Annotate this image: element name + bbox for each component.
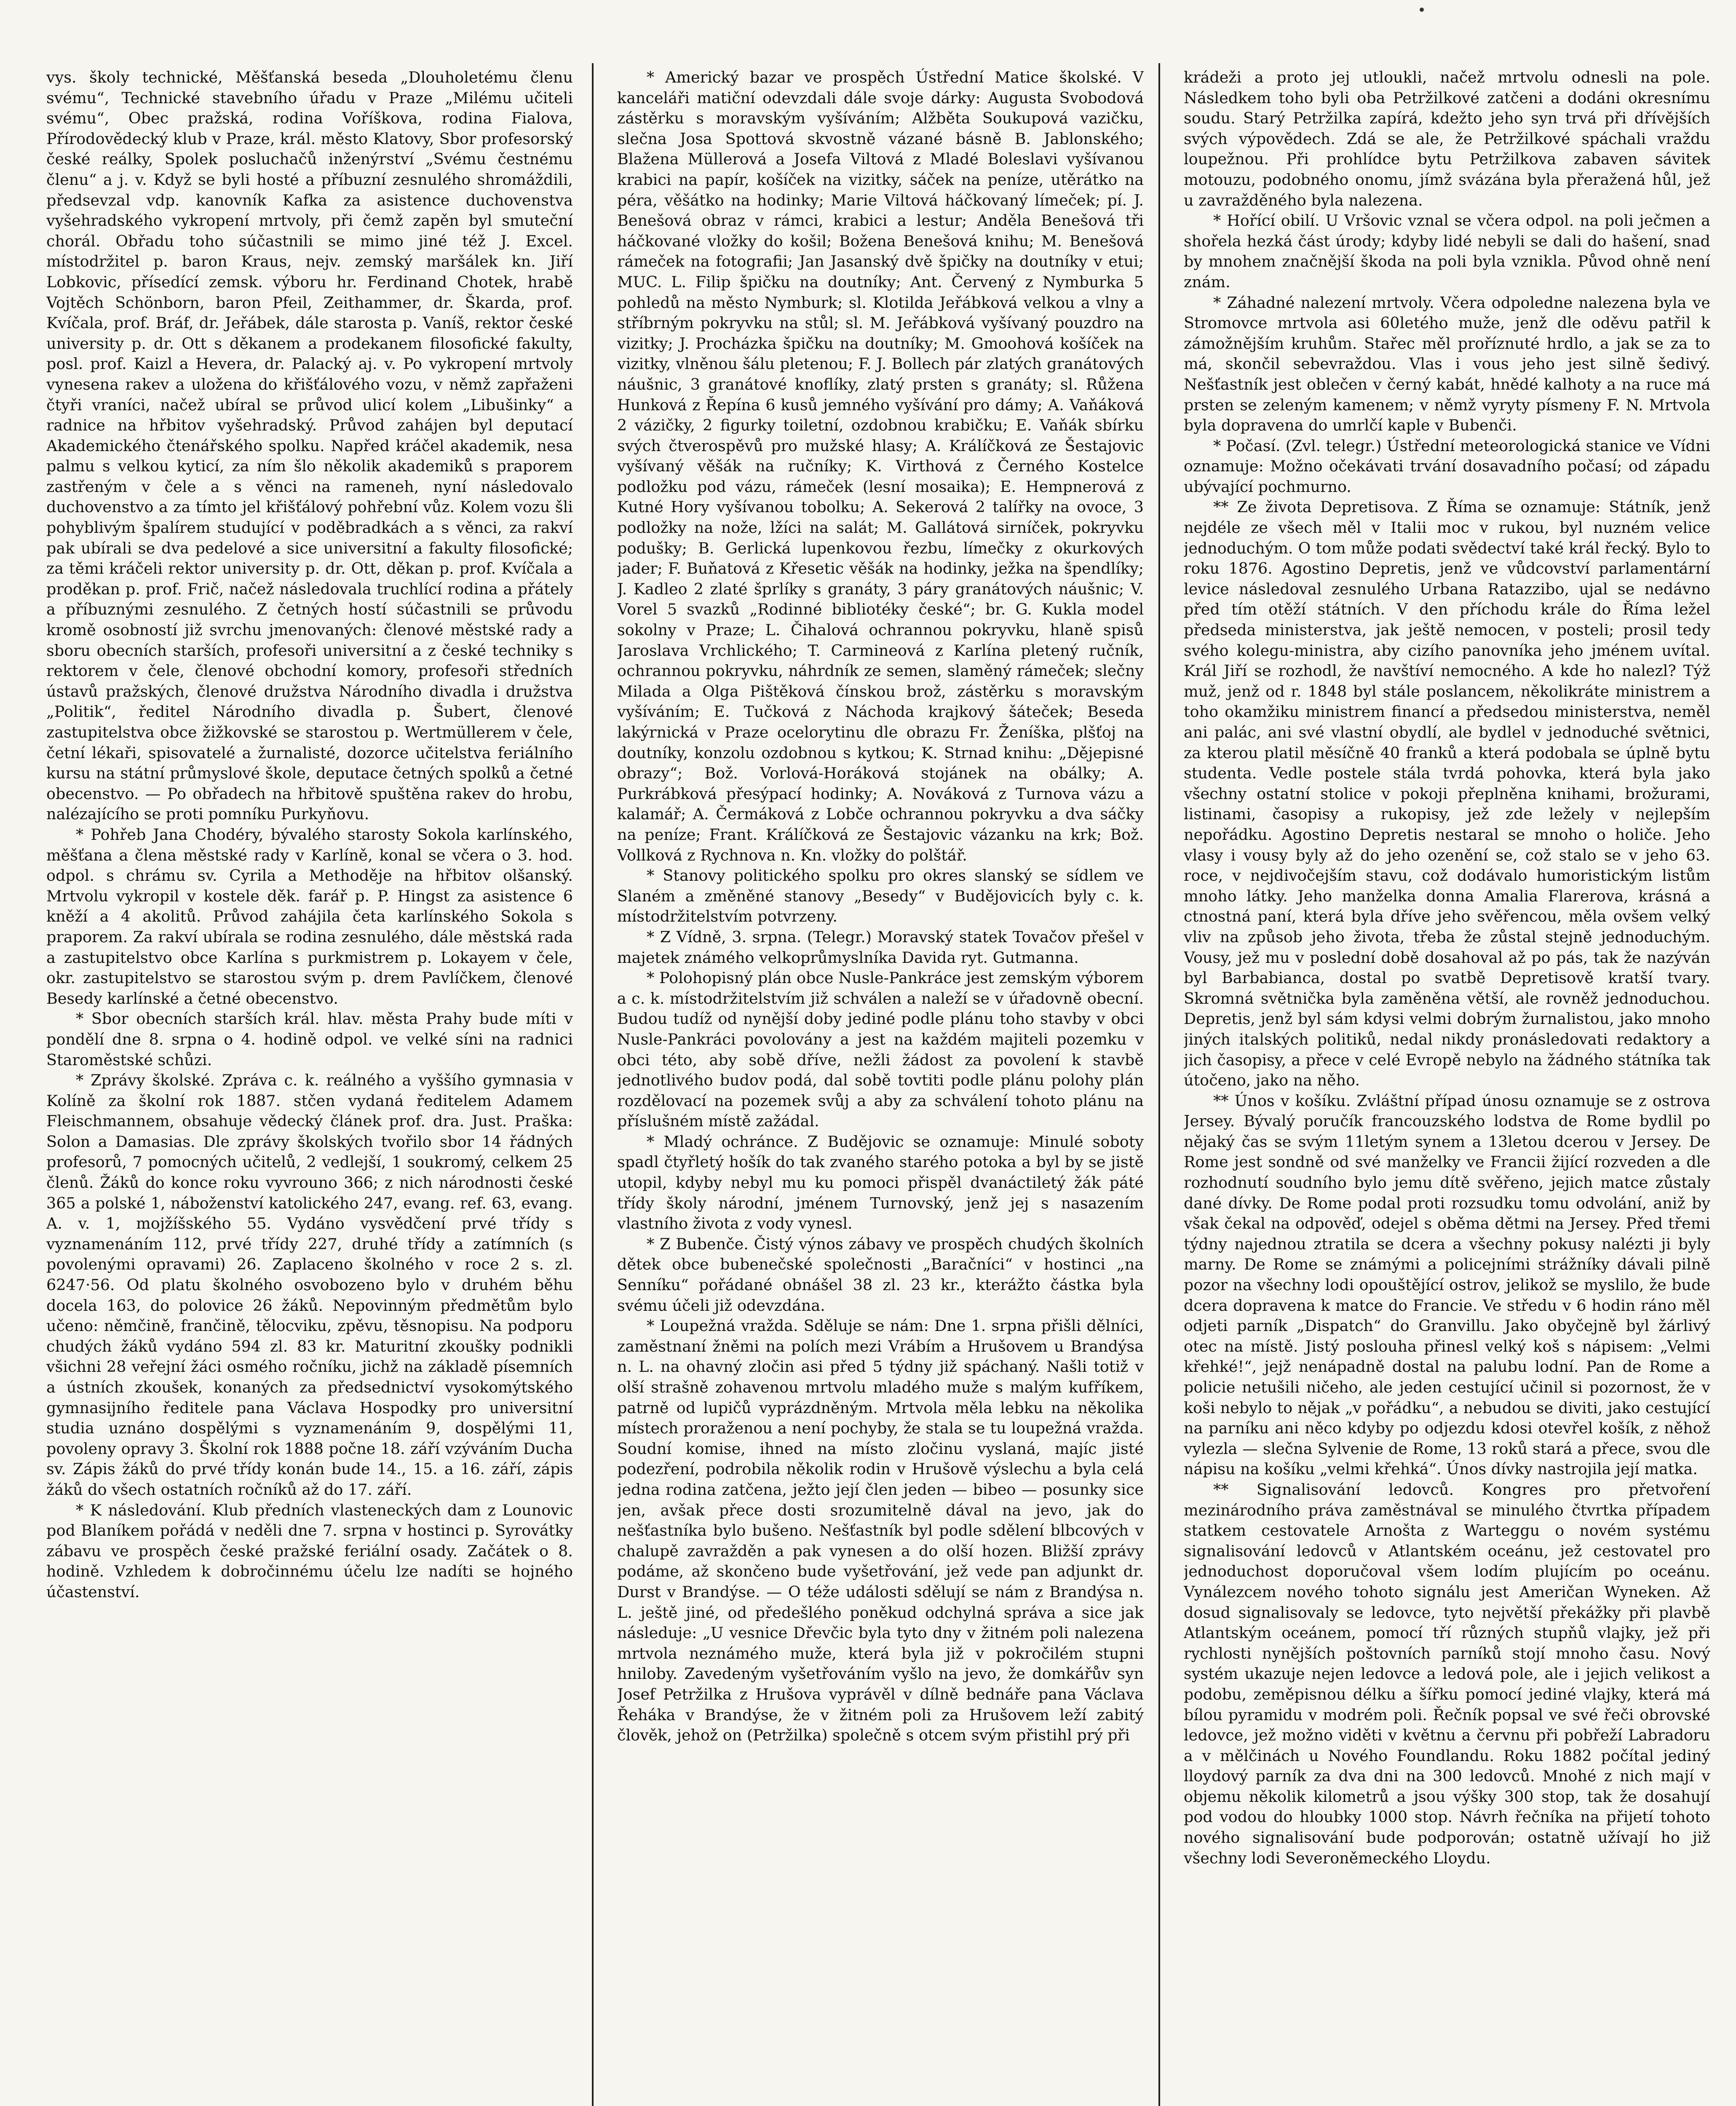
article-paragraph: * Stanovy politického spolku pro okres slanský se sídlem ve Slaném a změněné stanovy „Besedy“ v Budějovicích byly c. k. místodržitelstvím potvrzeny.	[617, 866, 1144, 926]
article-paragraph: krádeži a proto jej utloukli, načež mrtvolu odnesli na pole. Následkem toho byli oba Petržilkové zatčeni a dodáni okresnímu soudu. Starý Petržilka zapírá, kdežto jeho syn trvá při dřívějších svých výpovědech. Zdá se ale, že Petržilkové spáchali vraždu loupežnou. Při prohlídce bytu Petržilkova zabaven sávitek motouzu, podobného onomu, jímž svázána byla přeražená hůl, jež u zavražděného byla nalezena.	[1184, 68, 1710, 209]
article-paragraph: * Polohopisný plán obce Nusle-Pankráce jest zemským výborem a c. k. místodržitelstvím již schválen a naleží se v úřadovně obecní. Budou tudíž od nynější doby jediné podle plánu toho stavby v obci Nusle-Pankráci povolovány a jest na každém majiteli pozemku v obci této, aby sobě dříve, nežli žádost za povolení k stavbě jednotlivého budov podá, dal sobě tovtiti podle plánu polohy plán rozdělovací na pozemek svůj a aby za schválení tohoto plánu na příslušném místě zažádal.	[617, 969, 1144, 1131]
article-paragraph: * K následování. Klub předních vlasteneckých dam z Lounovic pod Blaníkem pořádá v neděli dne 7. srpna v hostinci p. Syrovátky zábavu ve prospěch české pražské feriální osady. Začátek o 8. hodině. Vzhledem k dobročinnému účelu lze nadíti se hojného účastenství.	[46, 1501, 573, 1601]
article-paragraph: * Loupežná vražda. Sděluje se nám: Dne 1. srpna přišli dělníci, zaměstnaní žněmi na polích mezi Vrábím a Hrušovem u Brandýsa n. L. na ohavný zločin asi před 5 týdny již spáchaný. Našli totiž v olší strašně zohavenou mrtvolu mladého muže s malým kufříkem, patrně od lupičů vyprázdněným. Mrtvola měla lebku na několika místech proraženou a není pochyby, že stala se tu loupežná vražda. Soudní komise, ihned na místo zločinu vyslaná, majíc jisté podezření, podrobila několik rodin v Hrušově výslechu a byla celá jedna rodina zatčena, ježto její člen jeden — bibeo — posunky sice jen, avšak přece dosti srozumitelně dával na jevo, jak do nešťastníka bylo bušeno. Nešťastník byl podle sdělení blbcových v chalupě zavražděn a pak vynesen a do olší hozen. Bližší zprávy podáme, až skončeno bude vyšetřování, jež vede pan adjunkt dr. Durst v Brandýse. — O téže události sdělují se nám z Brandýsa n. L. ještě jiné, od předešlého poněkud odchylná správa a sice jak následuje: „U vesnice Dřevčic byla tyto dny v žitném poli nalezena mrtvola neznámého muže, která byla již v pokročilém stupni hniloby. Zavedeným vyšetřováním vyšlo na jevo, že domkářův syn Josef Petržilka z Hrušova vyprávěl v dílně bednáře pana Václava Řeháka v Brandýse, že v žitném poli za Hrušovem leží zabitý člověk, jehož on (Petržilka) společně s otcem svým přistihl prý při	[617, 1317, 1144, 1745]
article-paragraph: ** Ze života Depretisova. Z Říma se oznamuje: Státník, jenž nejdéle ze všech měl v Italii moc v rukou, byl nuzném velice jednoduchým. O tom může podati svědectví také král řecký. Bylo to roku 1876. Agostino Depretis, jenž ve vůdcovství parlamentární levice následoval zesnulého Urbana Ratazzibo, ujal se nedávno před tím otěží státních. V den příchodu krále do Říma ležel předseda ministerstva, jak ještě nemocen, v posteli; prosil tedy svého kolegu-ministra, aby cizího panovníka jeho jménem uvítal. Král Jiří se rozhodl, že navštíví nemocného. A kde ho nalezl? Týž muž, jenž od r. 1848 byl stále poslancem, několikráte ministrem a toho okamžiku ministrem financí a předsedou ministerstva, neměl ani palác, ani své vlastní obydlí, ale bydlel v jednoduché světnici, za kterou platil měsíčně 40 franků a která podobala se úplně bytu studenta. Vedle postele stála tvrdá pohovka, která byla jako všechny ostatní stolice v pokoji přeplněna knihami, brožurami, listinami, časopisy a rukopisy, jež zde ležely v nejlepším nepořádku. Agostino Depretis nestaral se mnoho o holiče. Jeho vlasy i vousy byly až do jeho ozenění se, což stalo se v jeho 63. roce, v nejdivočejším stavu, což dodávalo humoristickým listům mnoho látky. Jeho manželka donna Amalia Flarerova, krásná a ctnostná paní, která byla dříve jeho svěřencou, měla ovšem velký vliv na způsob jeho života, třeba že zůstal stejně jednoduchým. Vousy, jež mu v poslední době dosahoval až po pás, tak že nazýván byl Barbabianca, dostal po svatbě Depretisově kratší tvary. Skromná světnička byla zaměněna větší, ale rovněž jednoduchou. Depretis, jenž byl sám kdysi velmi dobrým žurnalistou, jako mnoho jiných italských politiků, nedal nikdy pronásledovati redaktory a jich časopisy, a přece v celé Evropě nebylo na žádného státníka tak útočeno, jako na něho.	[1184, 498, 1710, 1090]
article-paragraph: * Z Vídně, 3. srpna. (Telegr.) Moravský statek Tovačov přešel v majetek známého velkoprůmyslníka Davida ryt. Gutmanna.	[617, 927, 1144, 967]
text-column-2	[617, 67, 1144, 2106]
article-paragraph: * Mladý ochránce. Z Budějovic se oznamuje: Minulé soboty spadl čtyřletý hošík do tak zvaného starého potoka a byl by se jistě utopil, kdyby nebyl mu ku pomoci přispěl dvanáctiletý žák páté třídy školy národní, jménem Turnovský, jenž jej s nasazením vlastního života z vody vynesl.	[617, 1132, 1144, 1233]
article-paragraph: * Zprávy školské. Zpráva c. k. reálného a vyššího gymnasia v Kolíně za školní rok 1887. stčen vydaná ředitelem Adamem Fleischmannem, obsahuje vědecký článek prof. dra. Just. Praška: Solon a Damasias. Dle zprávy školských tvořilo sbor 14 řádných profesorů, 7 pomocných učitelů, 2 vedlejší, 1 soukromý, celkem 25 členů. Žáků do konce roku vyvrouno 366; z nich národnosti české 365 a polské 1, náboženství katolického 247, evang. ref. 63, evang. A. v. 1, mojžíšského 55. Vydáno vysvědčení prvé třídy s vyznamenáním 112, prvé třídy 227, druhé třídy a zatímních (s povolenými opravami) 26. Zaplaceno školného v roce 2 s. zl. 6247·56. Od platu školného osvobozeno bylo v druhém běhu docela 163, do polovice 26 žáků. Nepovinným předmětům bylo učeno: němčině, frančině, tělocviku, zpěvu, těsnopisu. Na podporu chudých žáků vydáno 594 zl. 83 kr. Maturitní zkoušky podnikli všichni 28 veřejní žáci osmého ročníku, jichž na základě písemních a ústních zkoušek, konaných za předsednictví vysokomýtského gymnasijního ředitele pana Václava Hospodky pro universitní studia uznáno dospělými s vyznamenáním 9, dospělými 11, povoleny opravy 3. Školní rok 1888 počne 18. září vzýváním Ducha sv. Zápis žáků do prvé třídy konán bude 14., 15. a 16. září, zápis žáků do všech ostatních ročníků až do 17. září.	[46, 1071, 573, 1499]
article-paragraph: * Hořící obilí. U Vršovic vznal se včera odpol. na poli ječmen a shořela hezká část úrody; kdyby lidé nebyli se dali do hašení, snad by mnohem značnější škoda na poli byla vznikla. Původ ohně není znám.	[1184, 211, 1710, 291]
article-paragraph: ** Únos v košíku. Zvláštní případ únosu oznamuje se z ostrova Jersey. Bývalý poručík francouzského lodstva de Rome bydlil po nějaký čas se svým 11letým synem a 13letou dcerou v Jersey. De Rome jest sondně od své manželky ve Francii žijící rozveden a dle rozhodnutí soudního bylo jemu dítě svěřeno, jejich matce zůstaly dané dívky. De Rome podal proti rozsudku tomu odvolání, aniž by však čekal na odpověď, odejel s oběma dětmi na Jersey. Před třemi týdny najednou ztratila se dcera a všechny pokusy nalézti ji byly marny. De Rome se známými a policejními strážníky dávali pilně pozor na všechny lodi opouštějící ostrov, jelikož se myslilo, že bude dcera dopravena k matce do Francie. Ve středu v 6 hodin ráno měl odjeti parník „Dispatch“ do Granvillu. Jako obyčejně byl žárlivý otec na místě. Jistý poslouha přinesl velký koš s nápisem: „Velmi křehké!“, jejž nenápadně dostal na palubu lodní. Pan de Rome a policie netušili ničeho, ale jeden cestující učinil si pozornost, že v koši nebylo to nějak „v pořádku“, a nebudou se diviti, jako cestující na parníku ani něco kdyby po odjezdu kdosi otevřel košík, z něhož vylezla — slečna Sylvenie de Rome, 13 roků stará a přece, svou dle nápisu na košíku „velmi křehká“. Únos dívky nastrojila její matka.	[1184, 1091, 1710, 1478]
article-paragraph: * Počasí. (Zvl. telegr.) Ústřední meteorologická stanice ve Vídni oznamuje: Možno očekávati trvání dosavadního počasí; od západu ubývající pochmurno.	[1184, 436, 1710, 496]
article-paragraph: * Americký bazar ve prospěch Ústřední Matice školské. V kanceláři matiční odevzdali dále svoje dárky: Augusta Svobodová zástěrku s moravským vyšíváním; Alžběta Soukupová vazičku, slečna Josa Spottová skvostně vázané básně B. Jablonského; Blažena Müllerová a Josefa Viltová z Mladé Boleslavi vyšívanou krabici na papír, košíček na vizitky, sáček na peníze, utěrátko na péra, věšátko na hodinky; Marie Viltová háčkovaný límeček; pí. J. Benešová obraz v rámci, krabici a lestur; Anděla Benešová tři háčkované vložky do košil; Božena Benešová knihu; M. Benešová rámeček na fotografii; Jan Jasanský dvě špičky na doutníky v etui; MUC. L. Filip špičku na doutníky; Ant. Červený z Nymburka 5 pohledů na město Nymburk; sl. Klotilda Jeřábková velkou a vlny a stříbrným pokryvku na stůl; sl. M. Jeřábková vyšívaný pouzdro na vizitky; J. Procházka špičku na doutníky; M. Gmoohová košíček na vizitky, vlněnou šálu pletenou; F. J. Bollech pár zlatých granátových náušnic, 3 granátové knoflíky, zlatý prsten s granáty; sl. Růžena Hunková z Řepína 6 kusů jemného vyšívání pro dámy; A. Vaňáková 2 vázičky, 2 figurky toiletní, ozdobnou krabičku; E. Vaňák sbírku svých čtverospěvů pro mužské hlasy; A. Králíčková ze Šestajovic vyšívaný věšák na ručníky; K. Virthová z Černého Kostelce podložku pod vázu, rámeček (lesní mosaika); E. Hempnerová z Kutné Hory vyšívanou tobolku; A. Sekerová 2 talířky na ovoce, 3 podložky na nože, lžíci na salát; M. Gallátová sirníček, pokryvku podušky; B. Gerlická lupenkovou řezbu, límečky z okurkových jader; F. Buňatová z Křesetic věšák na hodinky, ježka na špendlíky; J. Kadleo 2 zlaté šprlíky s granáty, 3 páry granátových náušnic; V. Vorel 5 svazků „Rodinné bibliotéky české“; br. G. Kukla model sokolny v Praze; L. Čihalová ochrannou pokryvku, hlaně spisů Jaroslava Vrchlického; T. Carmineová z Karlína pletený ručník, ochrannou pokryvku, náhrdník ze semen, slaměný rámeček; slečny Milada a Olga Pištěková čínskou brož, zástěrku s moravským vyšíváním; E. Tučková z Náchoda krajkový šáteček; Beseda lakýrnická v Praze ocelorytinu dle obrazu Fr. Ženíška, plšťoj na doutníky, konzolu ozdobnou s kytkou; K. Strnad knihu: „Dějepisné obrazy“; Bož. Vorlová-Horáková stojánek na obálky; A. Purkrábková přesýpací hodinky; A. Nováková z Turnova vázu a kalamář; A. Čermáková z Lobče ochrannou pokryvku a dva sáčky na peníze; Frant. Králíčková ze Šestajovic vázanku na krk; Bož. Vollková z Rychnova n. Kn. vložky do polštář.	[617, 68, 1144, 864]
article-paragraph: * Záhadné nalezení mrtvoly. Včera odpoledne nalezena byla ve Stromovce mrtvola asi 60letého muže, jenž dle oděvu patřil k zámožnějším kruhům. Stařec měl proříznuté hrdlo, a jak se za to má, skončil sebevraždou. Vlas i vous jeho jest silně šedivý. Nešťastník jest oblečen v černý kabát, hnědé kalhoty a na ruce má prsten se zeleným kamenem; v němž vyryty písmeny F. N. Mrtvola byla dopravena do umrlčí kaple v Bubenči.	[1184, 293, 1710, 435]
article-paragraph: * Pohřeb Jana Chodéry, bývalého starosty Sokola karlínského, měšťana a člena městské rady v Karlíně, konal se včera o 3. hod. odpol. s chrámu sv. Cyrila a Methoděje na hřbitov olšanský. Mrtvolu vykropil v kostele děk. farář p. P. Hingst za asistence 6 kněží a 4 akolitů. Průvod zahájila četa karlínského Sokola s praporem. Za rakví ubírala se rodina zesnulého, dále městská rada a zastupitelstvo obce Karlína s purkmistrem p. Lokayem v čele, okr. zastupitelstvo se starostou svým p. drem Pavlíčkem, členové Besedy karlínské a četné obecenstvo.	[46, 825, 573, 1008]
text-column-1	[46, 67, 573, 2106]
column-divider	[592, 63, 594, 2106]
article-paragraph: ** Signalisování ledovců. Kongres pro přetvoření mezinárodního práva zaměstnával se minulého čtvrtka případem statkem cestovatele Arnošta z Warteggu o novém systému signalisování ledovců v Atlantském oceánu, jež cestovatel pro jednoduchost doporučoval všem lodím plujícím po oceánu. Vynálezcem nového tohoto signálu jest Američan Wyneken. Až dosud signalisovaly se ledovce, tyto největší překážky při plavbě Atlantským oceánem, pomocí tří různých stupňů vlajky, jež při rychlosti nynějších poštovních parníků stojí mnoho času. Nový systém ukazuje nejen ledovce a ledová pole, ale i jejich velikost a podobu, zeměpisnou délku a šířku pomocí jediné vlajky, která má bílou pyramidu v modrém poli. Řečník popsal ve své řeči obrovské ledovce, jež možno viděti v květnu a červnu při pobřeží Labradoru a v mělčinách u Nového Foundlandu. Roku 1882 počítal jediný lloydový parník za dva dni na 300 ledovců. Mnohé z nich mají v objemu několik kilometrů a jsou výšky 300 stop, tak že dosahují pod vodou do hloubky 1000 stop. Návrh řečníka na přijetí tohoto nového signalisování bude podporován; ostatně užívají ho již všechny lodi Severoněmeckého Lloydu.	[1184, 1480, 1710, 1867]
page-mark	[1420, 8, 1424, 12]
article-paragraph: * Z Bubenče. Čistý výnos zábavy ve prospěch chudých školních dětek obce bubenečské společnosti „Baračníci“ v hostinci „na Senníku“ pořádané obnášel 38 zl. 23 kr., kterážto částka byla svému účeli již odevzdána.	[617, 1235, 1144, 1315]
article-paragraph: vys. školy technické, Měšťanská beseda „Dlouholetému členu svému“, Technické stavebního úřadu v Praze „Milému učiteli svému“, Obec pražská, rodina Voříškova, rodina Fialova, Přírodovědecký klub v Praze, král. město Klatovy, Sbor profesorský české reálky, Spolek posluchačů inženýrství „Svému čestnému členu“ a j. v. Když se byli hosté a příbuzní zesnulého shromáždili, předsevzal vdp. kanovník Kafka za asistence duchovenstva vyšehradského vykropení mrtvoly, při čemž zapěn byl smuteční chorál. Obřadu toho súčastnili se mimo jiné též J. Excel. místodržitel p. baron Kraus, nejv. zemský maršálek kn. Jiří Lobkovic, přísedící zemsk. výboru hr. Ferdinand Chotek, hrabě Vojtěch Schönborn, baron Pfeil, Zeithammer, dr. Škarda, prof. Kvíčala, prof. Bráf, dr. Jeřábek, dále starosta p. Vaníš, rektor české university p. dr. Ott s děkanem a prodekanem filosofické fakulty, posl. prof. Kaizl a Hevera, dr. Palacký aj. v. Po vykropení mrtvoly vynesena rakev a uložena do křišťálového vozu, v němž zapřaženi čtyři vraníci, načež ubíral se průvod ulicí kolem „Libušinky“ a radnice na hřbitov vyšehradský. Průvod zahájen byl deputací Akademického čtenářského spolku. Napřed kráčel akademik, nesa palmu s velkou kyticí, za ním šlo několik akademiků s praporem zastřeným v čele a s věnci na rameneh, nyní následovalo duchovenstvo a za tímto jel křišťálový pohřební vůz. Kolem vozu šli pohyblivým špalírem studující v poděbradkách a s věnci, za rakví pak ubírali se dva pedelové a sice universitní a fakulty filosofické; za těmi kráčeli rektor university p. dr. Ott, děkan p. prof. Kvíčala a proděkan p. prof. Frič, načež následovala truchlící rodina a přátely a příbuznými zesnulého. Z četných hostí súčastnili se průvodu kromě osobností již svrchu jmenovaných: členové městské rady a sboru obecních starších, profesoři universitní a z české techniky s rektorem v čele, členové obchodní komory, profesoři středních ústavů pražských, členové družstva Národního divadla i družstva „Politik“, ředitel Národního divadla p. Šubert, členové zastupitelstva obce žižkovské se starostou p. Wertmüllerem v čele, četní lékaři, spisovatelé a žurnalisté, dozorce učitelstva feriálního kursu na státní průmyslové škole, deputace četných spolků a četné obecenstvo. — Po obřadech na hřbitově spuštěna rakev do hrobu, nalézajícího se proti pomníku Purkyňovu.	[46, 68, 573, 823]
article-paragraph: * Sbor obecních starších král. hlav. města Prahy bude míti v pondělí dne 8. srpna o 4. hodině odpol. ve velké síni na radnici Staroměstské schůzi.	[46, 1010, 573, 1069]
column-divider	[1158, 63, 1160, 2106]
text-column-3	[1184, 67, 1710, 2106]
